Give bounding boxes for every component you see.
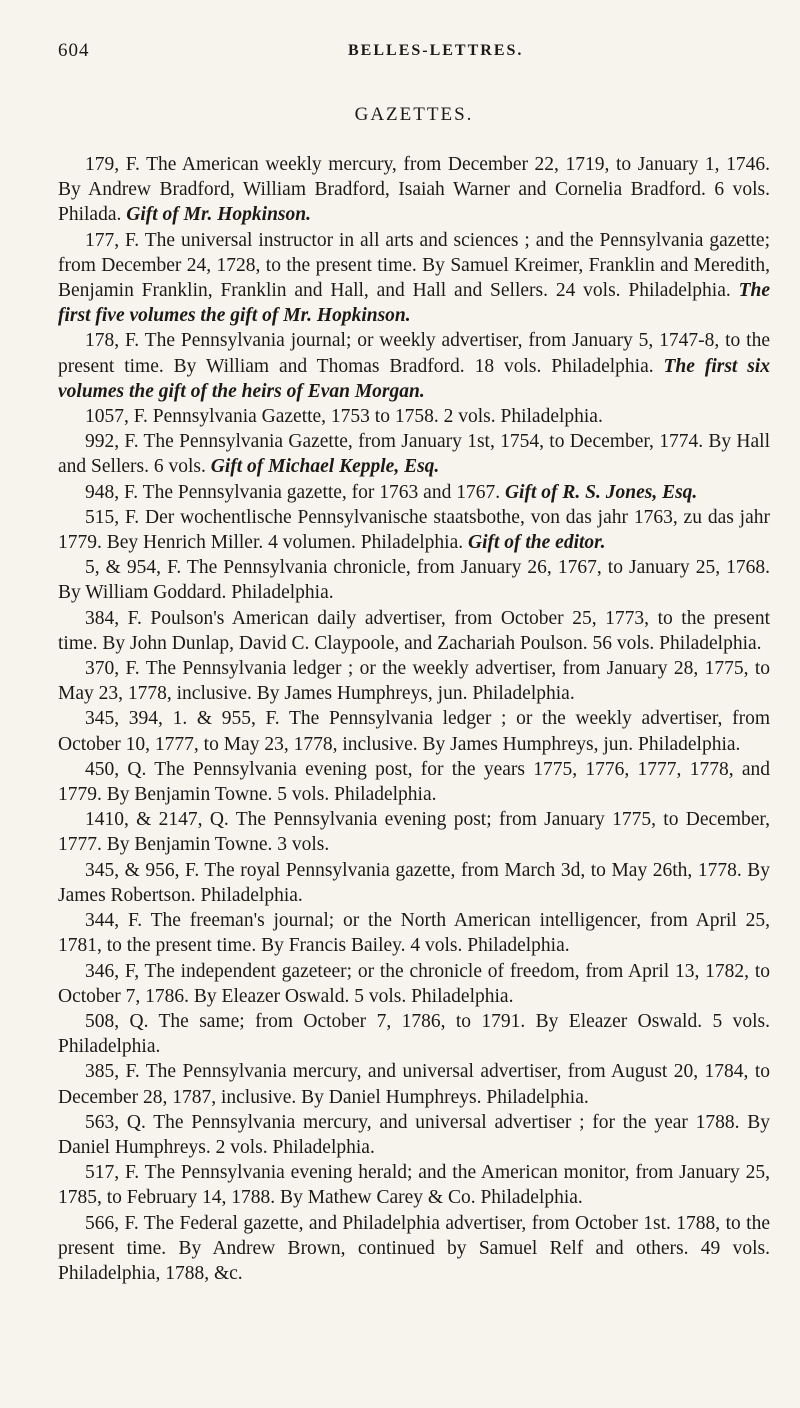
running-head (58, 40, 770, 70)
entry-provenance-note: Gift of Michael Kepple, Esq. (210, 456, 440, 478)
catalogue-entry (58, 959, 770, 1009)
page-number: 604 (58, 40, 90, 61)
entry-text: 346, F, The independent gazeteer; or the chronicle of freedom, from April 13, 1782, to October 7, 1786. By Eleazer Oswald. 5 vols. Philadelphia. (58, 960, 770, 1007)
catalogue-entry (58, 908, 770, 958)
catalogue-entries (58, 152, 770, 1286)
catalogue-entry (58, 807, 770, 857)
entry-text: 177, F. The universal instructor in all arts and sciences ; and the Pennsylvania gazette; from December 24, 1728, to the present time. By Samuel Kreimer, Franklin and Meredith, Benjamin Franklin, Franklin and Hall, and Hall and Sellers. 24 vols. Philadelphia. (58, 229, 770, 302)
entry-provenance-note: Gift of the editor. (467, 532, 606, 554)
entry-text: 370, F. The Pennsylvania ledger ; or the weekly advertiser, from January 28, 1775, to May 23, 1778, inclusive. By James Humphreys, jun. Philadelphia. (58, 658, 770, 705)
entry-text: 566, F. The Federal gazette, and Philadelphia advertiser, from October 1st. 1788, to the present time. By Andrew Brown, continued by Samuel Relf and others. 49 vols. Philadelphia, 1788, &c. (58, 1212, 770, 1284)
catalogue-entry (58, 228, 770, 329)
catalogue-entry (58, 505, 770, 555)
entry-text: 515, F. Der wochentlische Pennsylvanische staatsbothe, von das jahr 1763, zu das jahr 1779. Bey Henrich Miller. 4 volumen. Philadelphia. (58, 506, 770, 554)
entry-provenance-note: Gift of R. S. Jones, Esq. (504, 481, 698, 503)
catalogue-entry (58, 1110, 770, 1160)
entry-text: 344, F. The freeman's journal; or the North American intelligencer, from April 25, 1781, to the present time. By Francis Bailey. 4 vols. Philadelphia. (58, 910, 770, 957)
entry-text: 179, F. The American weekly mercury, from December 22, 1719, to January 1, 1746. By Andrew Bradford, William Bradford, Isaiah Warner and Cornelia Bradford. 6 vols. Philada. (58, 154, 770, 226)
entry-text: 563, Q. The Pennsylvania mercury, and universal advertiser ; for the year 1788. By Daniel Humphreys. 2 vols. Philadelphia. (58, 1111, 770, 1158)
catalogue-entry (58, 1160, 770, 1210)
catalogue-entry (58, 858, 770, 908)
running-title: BELLES-LETTRES. (348, 42, 524, 59)
entry-provenance-note: The first five volumes the gift of Mr. Hopkinson. (58, 280, 770, 327)
catalogue-entry (58, 757, 770, 807)
catalogue-entry (58, 152, 770, 228)
catalogue-entry (58, 555, 770, 605)
entry-provenance-note: The first six volumes the gift of the heirs of Evan Morgan. (58, 355, 770, 402)
entry-text: 1057, F. Pennsylvania Gazette, 1753 to 1758. 2 vols. Philadelphia. (85, 406, 603, 428)
entry-text: 178, F. The Pennsylvania journal; or weekly advertiser, from January 5, 1747-8, to the present time. By William and Thomas Bradford. 18 vols. Philadelphia. (58, 330, 770, 377)
catalogue-entry (58, 606, 770, 656)
entry-text: 992, F. The Pennsylvania Gazette, from January 1st, 1754, to December, 1774. By Hall and Sellers. 6 vols. (58, 431, 770, 478)
catalogue-entry (58, 328, 770, 404)
entry-text: 948, F. The Pennsylvania gazette, for 1763 and 1767. (85, 481, 501, 503)
entry-text: 1410, & 2147, Q. The Pennsylvania evening post; from January 1775, to December, 1777. By Benjamin Towne. 3 vols. (58, 809, 770, 856)
catalogue-entry (58, 480, 770, 505)
catalogue-entry (58, 429, 770, 479)
entry-text: 345, & 956, F. The royal Pennsylvania gazette, from March 3d, to May 26th, 1778. By James Robertson. Philadelphia. (58, 859, 770, 906)
entry-text: 517, F. The Pennsylvania evening herald; and the American monitor, from January 25, 1785, to February 14, 1788. By Mathew Carey & Co. Philadelphia. (58, 1162, 770, 1209)
catalogue-entry (58, 1059, 770, 1109)
entry-text: 5, & 954, F. The Pennsylvania chronicle, from January 26, 1767, to January 25, 1768. By William Goddard. Philadelphia. (58, 557, 770, 604)
section-title: GAZETTES. (354, 104, 474, 125)
catalogue-entry (58, 1211, 770, 1287)
entry-text: 345, 394, 1. & 955, F. The Pennsylvania ledger ; or the weekly advertiser, from October 10, 1777, to May 23, 1778, inclusive. By James Humphreys, jun. Philadelphia. (58, 708, 770, 755)
catalogue-entry (58, 706, 770, 756)
entry-text: 384, F. Poulson's American daily advertiser, from October 25, 1773, to the present time. By John Dunlap, David C. Claypoole, and Zachariah Poulson. 56 vols. Philadelphia. (58, 607, 770, 654)
entry-text: 385, F. The Pennsylvania mercury, and universal advertiser, from August 20, 1784, to December 28, 1787, inclusive. By Daniel Humphreys. Philadelphia. (58, 1061, 770, 1108)
catalogue-entry (58, 1009, 770, 1059)
entry-text: 508, Q. The same; from October 7, 1786, to 1791. By Eleazer Oswald. 5 vols. Philadelphia. (58, 1010, 770, 1058)
catalogue-entry (58, 404, 770, 429)
catalogue-entry (58, 656, 770, 706)
entry-provenance-note: Gift of Mr. Hopkinson. (126, 204, 311, 226)
entry-text: 450, Q. The Pennsylvania evening post, for the years 1775, 1776, 1777, 1778, and 1779. By Benjamin Towne. 5 vols. Philadelphia. (58, 758, 770, 806)
